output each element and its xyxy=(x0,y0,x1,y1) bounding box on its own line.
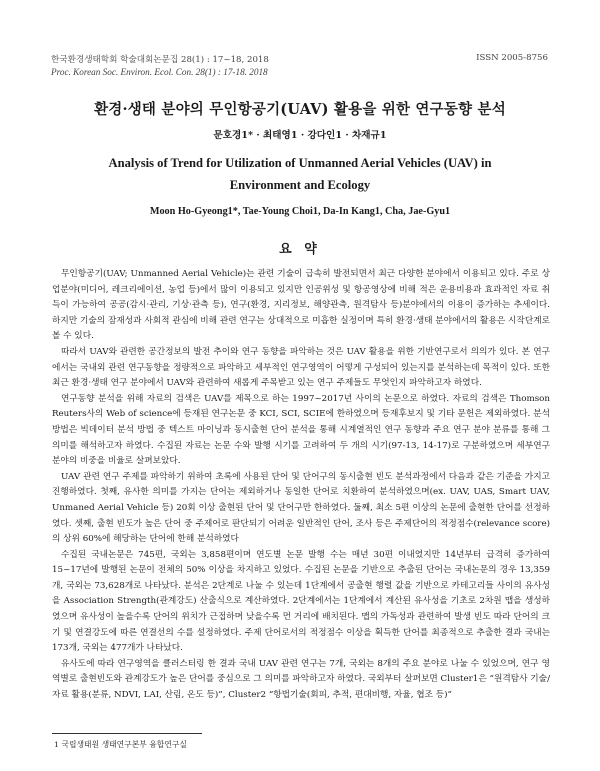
issn: ISSN 2005-8756 xyxy=(476,53,548,63)
abstract-heading: 요 약 xyxy=(279,242,321,257)
journal-header-ko: 한국환경생태학회 학술대회논문집 28(1) : 17~18, 2018 xyxy=(51,55,269,65)
journal-header-en: Proc. Korean Soc. Environ. Ecol. Con. 28(1) : 17-18. 2018 xyxy=(51,67,268,77)
footnote: 1 국립생태원 생태연구본부 융합연구실 xyxy=(54,740,187,749)
authors-english: Moon Ho-Gyeong1*, Tae-Young Choi1, Da-In Kang1, Cha, Jae-Gyu1 xyxy=(149,206,451,217)
abstract-body xyxy=(52,267,550,704)
paragraph: 유사도에 따라 연구영역을 클러스터링 한 결과 국내 UAV 관련 연구는 7개, 국외는 8개의 주요 분야로 나눌 수 있었으며, 연구 영역별로 출현빈도와 관계강도가 높은 단어를 중심으로 그 의미를 파악하고자 하였다. 국외부터 살펴보면 Cluster1은 “원격탐사 기술/자료 활용(분류, NDVI, LAI, 산림, 온도 등)”, Cluster2 “항법기술(회피, 추적, 편대비행, 자율, 협조 등)” xyxy=(52,658,550,701)
paragraph: 연구동향 분석을 위해 자료의 검색은 UAV를 제목으로 하는 1997~2017년 사이의 논문으로 하였다. 자료의 검색은 Thomson Reuters사의 Web of science에 등재된 연구논문 중 KCI, SCI, SCIE에 한하였으며 등재후보지 및 기타 문헌은 제외하였다. 분석 방법은 빅데이터 분석 방법 중 텍스트 마이닝과 동시출현 단어 분석을 통해 시계열적인 연구 동향과 주요 연구 분야 분류를 통해 그 의미를 해석하고자 하였다. 수집된 자료는 논문 수와 발행 시기를 고려하여 두 개의 시기(97-13, 14-17)로 구분하였으며 세부연구 분야의 비중을 비율로 살펴보았다. xyxy=(52,393,550,467)
paragraph: 수집된 국내논문은 745편, 국외는 3,858편이며 연도별 논문 발행 수는 매년 30편 이내였지만 14년부터 급격히 증가하여 15~17년에 발행된 논문이 전체의 50% 이상을 차지하고 있었다. 수집된 논문을 기반으로 추출된 단어는 국내논문의 경우 13,359개, 국외는 73,628개로 나타났다. 분석은 2단계로 나눌 수 있는데 1단계에서 공출현 행렬 값을 기반으로 카테고리들 사이의 유사성을 Association Strength(관계강도) 산출식으로 계산하였다. 2단계에서는 1단계에서 계산된 유사성을 기초로 2차원 맵을 생성하였으며 유사성이 높을수록 단어의 위치가 근접하며 낮을수록 먼 거리에 배치된다. 맵의 가독성과 관련하여 발생 빈도 따라 단어의 크기 및 연결강도에 따른 연결선의 수를 설정하였다. 주제 단어로서의 적정점수 이상을 획득한 단어를 최종적으로 추출한 결과 국내는 173개, 국외는 477개가 나타났다. xyxy=(52,549,550,654)
paragraph: 따라서 UAV와 관련한 공간정보의 발전 추이와 연구 동향을 파악하는 것은 UAV 활용을 위한 기반연구로서 의의가 있다. 본 연구에서는 국내외 관련 연구동향을 정량적으로 파악하고 세부적인 연구영역이 어떻게 구성되어 있는지를 분석하는데 목적이 있다. 또한 최근 환경·생태 연구 분야에서 UAV와 관련하여 새롭게 주목받고 있는 연구 주제들도 무엇인지 파악하고자 하였다. xyxy=(52,346,550,389)
title-english: Analysis of Trend for Utilization of Unmanned Aerial Vehicles (UAV) in Environment and Ecology xyxy=(108,156,492,192)
paragraph: 무인항공기(UAV; Unmanned Aerial Vehicle)는 관련 기술이 급속히 발전되면서 최근 다양한 분야에서 이용되고 있다. 주로 상업분야(미디어, 레크리에이션, 농업 등)에서 많이 이용되고 있지만 인공위성 및 항공영상에 비해 적은 운용비용과 효과적인 자료 취득이 가능하여 공공(감시·관리, 기상·관측 등), 연구(환경, 지리정보, 해양관측, 원격탐사 등)분야에서의 이용이 증가하는 추세이다. 하지만 기술의 잠재성과 사회적 관심에 비해 관련 연구는 상대적으로 미흡한 실정이며 특히 환경·생태 분야에서의 활용은 시작단계로 볼 수 있다. xyxy=(52,269,550,342)
footnote-divider xyxy=(52,733,202,734)
paragraph: UAV 관련 연구 주제를 파악하기 위하여 초록에 사용된 단어 및 단어구의 동시출현 빈도 분석과정에서 다음과 같은 기준을 가지고 진행하였다. 첫째, 유사한 의미를 가지는 단어는 제외하거나 동일한 단어로 치환하여 분석하였으며(ex. UAV, UAS, Smart UAV, Unmaned Aerial Vehicle 등) 20회 이상 출현된 단어 및 단어구만 한하였다. 둘째, 최소 5편 이상의 논문에 출현한 단어를 선정하였다. 셋째, 출현 빈도가 높은 단어 중 주제어로 판단되기 어려운 일반적인 단어, 조사 등은 주제단어의 적정점수(relevance score)의 상위 60%에 해당하는 단어에 한해 분석하였다 xyxy=(52,471,550,545)
authors-korean: 문호경1* · 최태영1 · 강다인1 · 차재규1 xyxy=(213,130,387,141)
title-korean: 환경·생태 분야의 무인항공기(UAV) 활용을 위한 연구동향 분석 xyxy=(94,101,506,118)
